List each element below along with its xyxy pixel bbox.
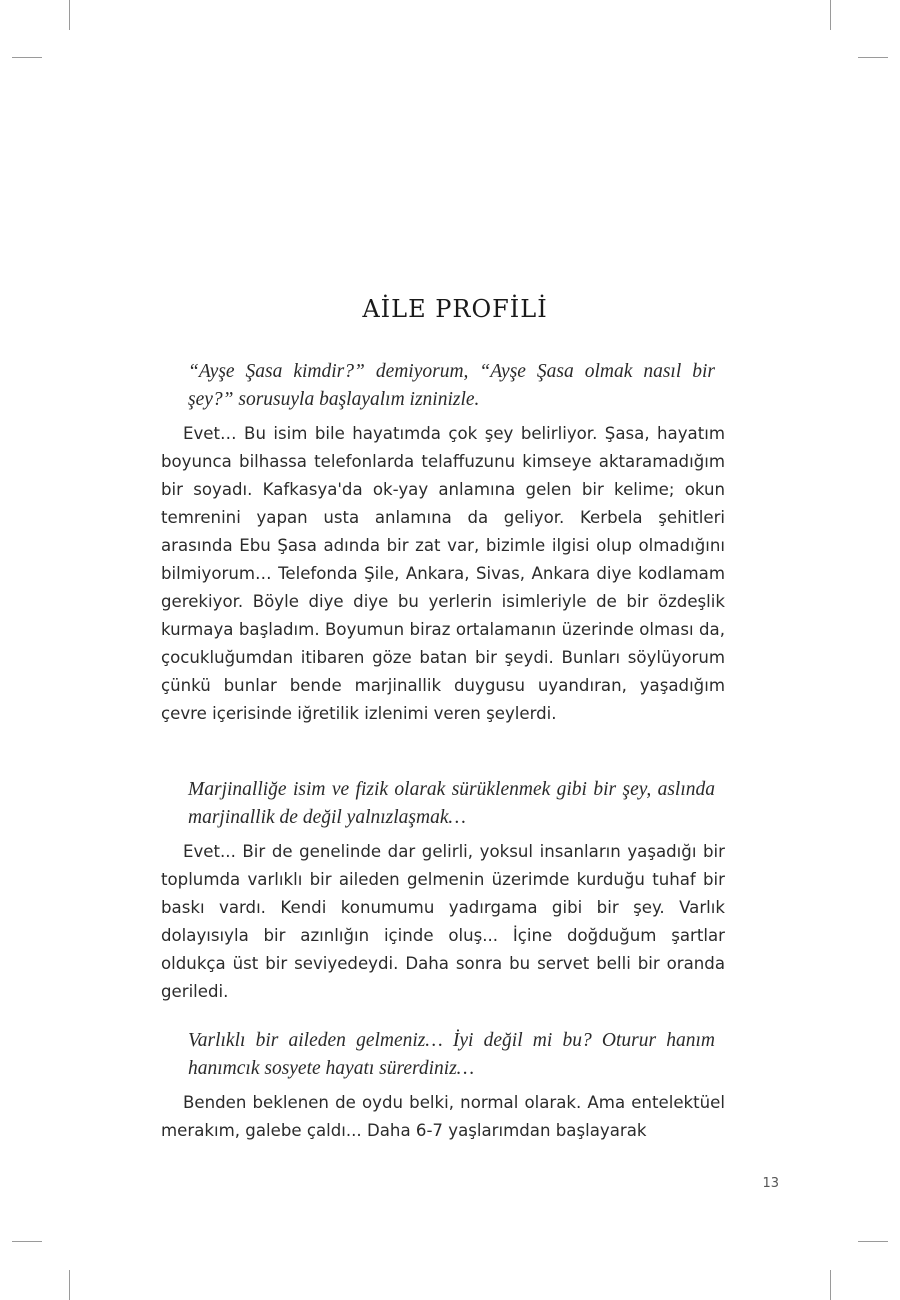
crop-mark-bottom-right	[830, 1270, 831, 1300]
interview-question: Marjinalliğe isim ve fizik olarak sürüklenmek gibi bir şey, aslında marjinallik de değil yalnızlaşmak…	[188, 779, 715, 828]
section-2	[161, 776, 725, 1006]
crop-mark-bottom-left	[69, 1270, 70, 1300]
interview-answer: Evet... Bir de genelinde dar gelirli, yoksul insanların yaşadığı bir toplumda varlıklı bir aileden gelmenin üzerimde kurduğu tuhaf bir baskı vardı. Kendi konumumu yadırgama gibi bir şey. Varlık dolayısıyla bir azınlığın içinde oluş... İçine doğduğum şartlar oldukça üst bir seviyedeydi. Daha sonra bu servet belli bir oranda geriledi.	[161, 842, 725, 1001]
crop-mark-top-right	[830, 0, 831, 30]
interview-question: “Ayşe Şasa kimdir?” demiyorum, “Ayşe Şasa olmak nasıl bir şey?” sorusuyla başlayalım izninizle.	[188, 361, 715, 410]
interview-answer: Benden beklenen de oydu belki, normal olarak. Ama entelektüel merakım, galebe çaldı... Daha 6-7 yaşlarımdan başlayarak	[161, 1093, 725, 1140]
section-1	[161, 358, 725, 728]
crop-mark-top-right-h	[858, 57, 888, 58]
crop-mark-top-left-h	[12, 57, 42, 58]
crop-mark-bottom-right-h	[858, 1241, 888, 1242]
crop-mark-bottom-left-h	[12, 1241, 42, 1242]
page-number: 13	[762, 1176, 779, 1191]
crop-mark-top-left	[69, 0, 70, 30]
interview-question: Varlıklı bir aileden gelmeniz… İyi değil mi bu? Oturur hanım hanımcık sosyete hayatı sürerdiniz…	[188, 1030, 715, 1079]
section-3	[161, 1027, 725, 1145]
interview-answer: Evet… Bu isim bile hayatımda çok şey belirliyor. Şasa, hayatım boyunca bilhassa telefonlarda telaffuzunu kimseye aktaramadığım bir soyadı. Kafkasya'da ok-yay anlamına gelen bir kelime; okun temrenini yapan usta anlamına da geliyor. Kerbela şehitleri arasında Ebu Şasa adında bir zat var, bizimle ilgisi olup olmadığını bilmiyorum… Telefonda Şile, Ankara, Sivas, Ankara diye kodlamam gerekiyor. Böyle diye diye bu yerlerin isimleriyle de bir özdeşlik kurmaya başladım. Boyumun biraz ortalamanın üzerinde olması da, çocukluğumdan itibaren göze batan bir şeydi. Bunları söylüyorum çünkü bunlar bende marjinallik duygusu uyandıran, yaşadığım çevre içerisinde iğretilik izlenimi veren şeylerdi.	[161, 424, 725, 723]
chapter-title: AİLE PROFİLİ	[362, 295, 548, 323]
